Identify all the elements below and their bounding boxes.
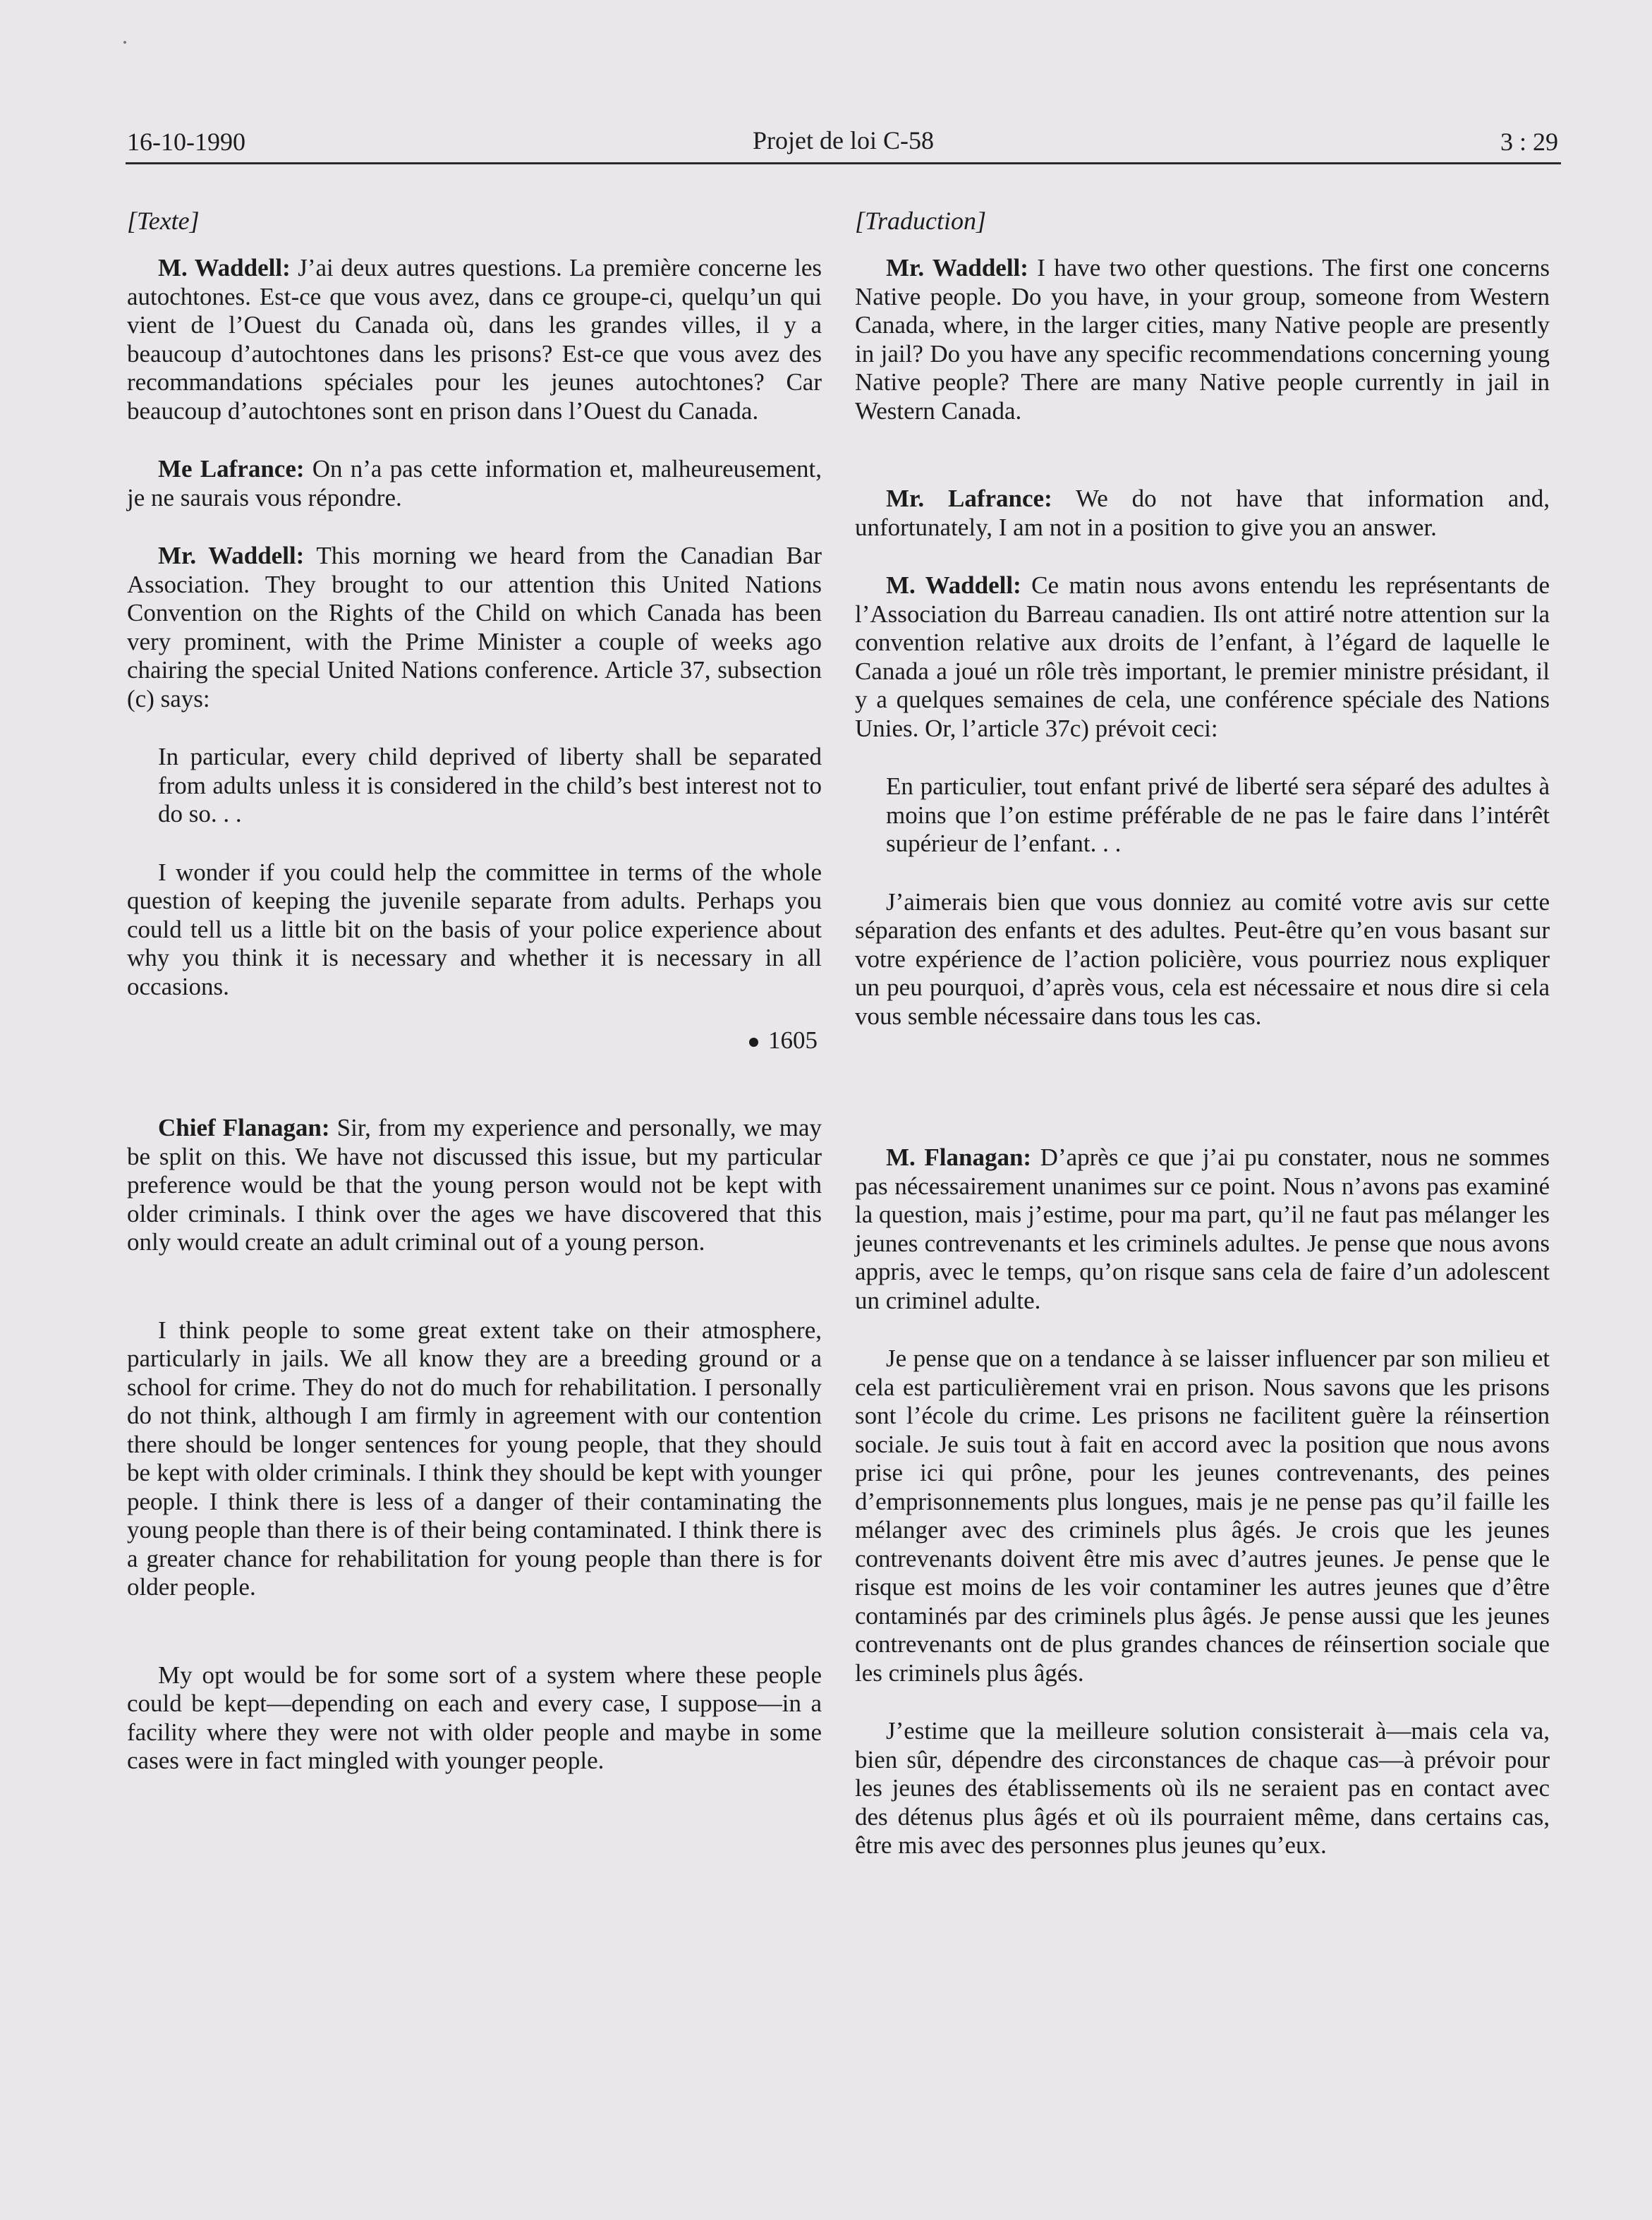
paragraph: Je pense que on a tendance à se laisser influencer par son milieu et cela est particulièrement vrai en prison. Nous savons que les prisons sont l’école du crime. Les prisons ne facilitent guère la réinsertion sociale. Je suis tout à fait en accord avec la position que nous avons prise ici qui prône, pour les jeunes contrevenants, des peines d’emprisonnements plus longues, mais je ne pense pas qu’il faille les mélanger avec des criminels plus âgés. Je crois que les jeunes contrevenants doivent être mis avec d’autres jeunes. Je pense que le risque est moins de les voir contaminer les autres jeunes que d’être contaminés par des criminels plus âgés. Je pense aussi que les jeunes contrevenants ont de plus grandes chances de réinsertion sociale que les criminels plus âgés. [855,1345,1550,1687]
left-column [127,206,822,1776]
paragraph [855,571,1550,743]
right-column [855,206,1550,1860]
paragraph [855,1144,1550,1315]
paragraph [855,485,1550,542]
page-header [126,119,1561,164]
paragraph: I wonder if you could help the committee in terms of the whole question of keeping the juvenile separate from adults. Perhaps you could tell us a little bit on the basis of your police experience about why you think it is necessary and whether it is necessary in all occasions. [127,858,822,1000]
block-quote: In particular, every child deprived of liberty shall be separated from adults unless it is considered in the child’s best interest not to do so. . . [158,743,822,827]
paragraph: J’aimerais bien que vous donniez au comité votre avis sur cette séparation des enfants et des adultes. Peut-être qu’en vous basant sur votre expérience de l’action policière, vous pourriez nous expliquer un peu pourquoi, d’après vous, cela est nécessaire et nous dire si cela vous semble nécessaire dans tous les cas. [855,887,1550,1030]
scan-speck [123,41,126,44]
paragraph-text: D’après ce que j’ai pu constater, nous ne sommes pas nécessairement unanimes sur ce point. Nous n’avons pas examiné la question, mais j’estime, pour ma part, qu’il ne faut pas mélanger les jeunes contrevenants et les criminels adultes. Je pense que nous avons appris, avec le temps, qu’on risque sans cela de faire d’un adolescent un criminel adulte. [855,1144,1550,1314]
column-marker: [Texte] [127,207,200,235]
paragraph: J’estime que la meilleure solution consisterait à—mais cela va, bien sûr, dépendre des circonstances de chaque cas—à prévoir pour les jeunes des établissements où ils ne seraient pas en contact avec des détenus plus âgés et où ils pourraient même, dans certains cas, être mis avec des personnes plus jeunes qu’eux. [855,1717,1550,1859]
speaker-name: M. Flanagan: [886,1144,1032,1171]
paragraph [127,1114,822,1257]
paragraph-text: Ce matin nous avons entendu les représentants de l’Association du Barreau canadien. Ils ont attiré notre attention sur la convention relative aux droits de l’enfant, à l’égard de laquelle le Canada a joué un rôle très important, le premier ministre présidant, il y a quelques semaines de cela, une conférence spéciale des Nations Unies. Or, l’article 37c) prévoit ceci: [855,571,1550,742]
speaker-name: M. Waddell: [886,571,1021,599]
paragraph-text: I have two other questions. The first one concerns Native people. Do you have, in your group, someone from Western Canada, where, in the larger cities, many Native people are presently in jail? Do you have any specific recommendations concerning young Native people? There are many Native people currently in jail in Western Canada. [855,254,1550,425]
paragraph [127,542,822,713]
paragraph [127,455,822,512]
paragraph-text: J’ai deux autres questions. La première concerne les autochtones. Est-ce que vous avez, dans ce groupe-ci, quelqu’un qui vient de l’Ouest du Canada où, dans les grandes villes, il y a beaucoup d’autochtones dans les prisons? Est-ce que vous avez des recommandations spéciales pour les jeunes autochtones? Car beaucoup d’autochtones sont en prison dans l’Ouest du Canada. [127,254,822,425]
paragraph-text: We do not have that information and, unfortunately, I am not in a position to give you an answer. [855,485,1550,541]
header-title: Projet de loi C-58 [753,126,934,154]
time-marker-text: 1605 [768,1026,818,1054]
paragraph: My opt would be for some sort of a system where these people could be kept—depending on each and every case, I suppose—in a facility where they were not with older people and maybe in some cases were in fact mingled with younger people. [127,1661,822,1774]
header-page-number: 3 : 29 [1500,128,1558,156]
paragraph [127,254,822,425]
speaker-name: Mr. Lafrance: [886,485,1052,512]
header-date: 16-10-1990 [127,128,245,156]
speaker-name: Me Lafrance: [158,455,305,483]
paragraph [855,254,1550,425]
column-marker: [Traduction] [855,207,987,235]
bullet-icon [749,1038,758,1047]
paragraph-text: Sir, from my experience and personally, we may be split on this. We have not discussed this issue, but my particular preference would be that the young person would not be kept with older criminals. I think over the ages we have discovered that this only would create an adult criminal out of a young person. [127,1114,822,1256]
speaker-name: Chief Flanagan: [158,1114,330,1141]
speaker-name: Mr. Waddell: [886,254,1028,281]
speaker-name: M. Waddell: [158,254,291,281]
paragraph: I think people to some great extent take on their atmosphere, particularly in jails. We all know they are a breeding ground or a school for crime. They do not do much for rehabilitation. I personally do not think, although I am firmly in agreement with our contention there should be longer sentences for young people, that they should be kept with older criminals. I think they should be kept with younger people. I think there is less of a danger of their contaminating the young people than there is of their being contaminated. I think there is a greater chance for rehabilitation for young people than there is for older people. [127,1316,822,1601]
paragraph-text: On n’a pas cette information et, malheureusement, je ne saurais vous répondre. [127,455,822,511]
time-marker [127,1026,818,1055]
block-quote: En particulier, tout enfant privé de liberté sera séparé des adultes à moins que l’on estime préférable de ne pas le faire dans l’intérêt supérieur de l’enfant. . . [886,772,1550,857]
speaker-name: Mr. Waddell: [158,542,305,569]
paragraph-text: This morning we heard from the Canadian Bar Association. They brought to our attention this United Nations Convention on the Rights of the Child on which Canada has been very prominent, with the Prime Minister a couple of weeks ago chairing the special United Nations conference. Article 37, subsection (c) says: [127,542,822,712]
